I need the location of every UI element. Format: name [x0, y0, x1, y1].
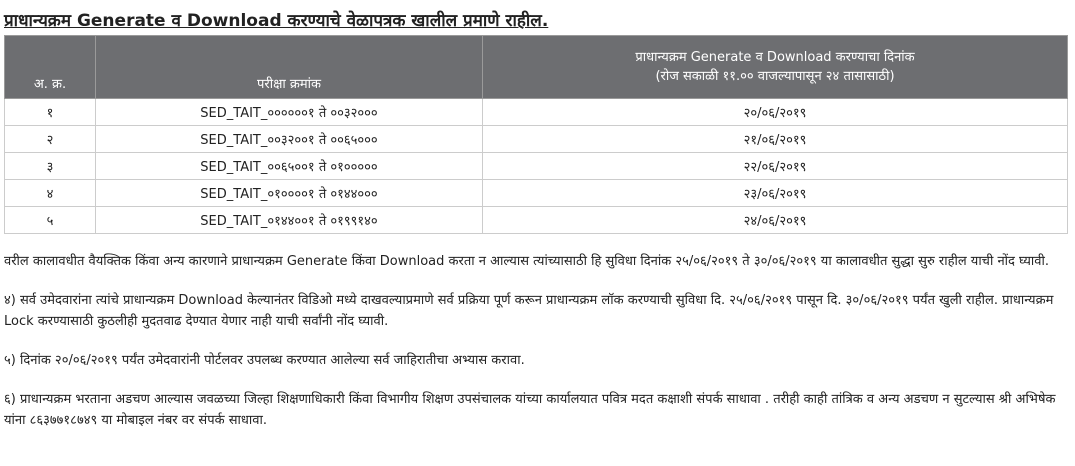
cell-date: २०/०६/२०१९ [483, 99, 1068, 126]
cell-serial: २ [5, 126, 96, 153]
cell-date: २१/०६/२०१९ [483, 126, 1068, 153]
cell-serial: ३ [5, 153, 96, 180]
header-date [483, 36, 1068, 99]
note-point-5-study: ५) दिनांक २०/०६/२०१९ पर्यंत उमेदवारांनी पोर्टलवर उपलब्ध करण्यात आलेल्या सर्व जाहिरातीचा अभ्यास करावा. [4, 353, 525, 368]
cell-date: २२/०६/२०१९ [483, 153, 1068, 180]
note-point-4-lock: ४) सर्व उमेदवारांना त्यांचे प्राधान्यक्रम Download केल्यानंतर विडिओ मध्ये दाखवल्याप्रमाणे सर्व प्रक्रिया पूर्ण करून प्राधान्यक्रम लॉक करण्याची सुविधा दि. २५/०६/२०१९ पासून दि. ३०/०६/२०१९ पर्यंत खुली राहील. प्राधान्यक्रम Lock करण्यासाठी कुठलीही मुदतवाढ देण्यात येणार नाही याची सर्वांनी नोंद घ्यावी. [4, 293, 1054, 329]
cell-exam-range: SED_TAIT_०१४४००१ ते ०१९९१४० [96, 207, 483, 234]
table-header-row [5, 36, 1068, 99]
cell-date: २३/०६/२०१९ [483, 180, 1068, 207]
table-row [5, 99, 1068, 126]
cell-date: २४/०६/२०१९ [483, 207, 1068, 234]
cell-exam-range: SED_TAIT_००६५००१ ते ०१००००० [96, 153, 483, 180]
note-extension-period: वरील कालावधीत वैयक्तिक किंवा अन्य कारणाने प्राधान्यक्रम Generate किंवा Download करता न आल्यास त्यांच्यासाठी हि सुविधा दिनांक २५/०६/२०१९ ते ३०/०६/२०१९ या कालावधीत सुद्धा सुरु राहील याची नोंद घ्यावी. [4, 254, 1050, 269]
cell-serial: ५ [5, 207, 96, 234]
cell-serial: १ [5, 99, 96, 126]
header-date-line2: (रोज सकाळी ११.०० वाजल्यापासून २४ तासासाठी) [655, 69, 895, 84]
cell-exam-range: SED_TAIT_००००००१ ते ००३२००० [96, 99, 483, 126]
header-serial-number: अ. क्र. [5, 36, 96, 99]
page-title: प्राधान्यक्रम Generate व Download करण्याचे वेळापत्रक खालील प्रमाणे राहील. [4, 11, 549, 31]
schedule-table [4, 35, 1068, 234]
table-row [5, 207, 1068, 234]
cell-exam-range: SED_TAIT_०१००००१ ते ०१४४००० [96, 180, 483, 207]
header-date-line1: प्राधान्यक्रम Generate व Download करण्याचा दिनांक [635, 50, 915, 65]
table-row [5, 153, 1068, 180]
cell-exam-range: SED_TAIT_००३२००१ ते ००६५००० [96, 126, 483, 153]
table-row [5, 126, 1068, 153]
header-exam-number: परीक्षा क्रमांक [96, 36, 483, 99]
table-row [5, 180, 1068, 207]
note-point-6-help: ६) प्राधान्यक्रम भरताना अडचण आल्यास जवळच्या जिल्हा शिक्षणाधिकारी किंवा विभागीय शिक्षण उपसंचालक यांच्या कार्यालयात पवित्र मदत कक्षाशी संपर्क साधावा . तरीही काही तांत्रिक व अन्य अडचण न सुटल्यास श्री अभिषेक यांना ८६३७७१८७४९ या मोबाइल नंबर वर संपर्क साधावा. [4, 392, 1056, 428]
cell-serial: ४ [5, 180, 96, 207]
notes-section [4, 251, 1070, 449]
